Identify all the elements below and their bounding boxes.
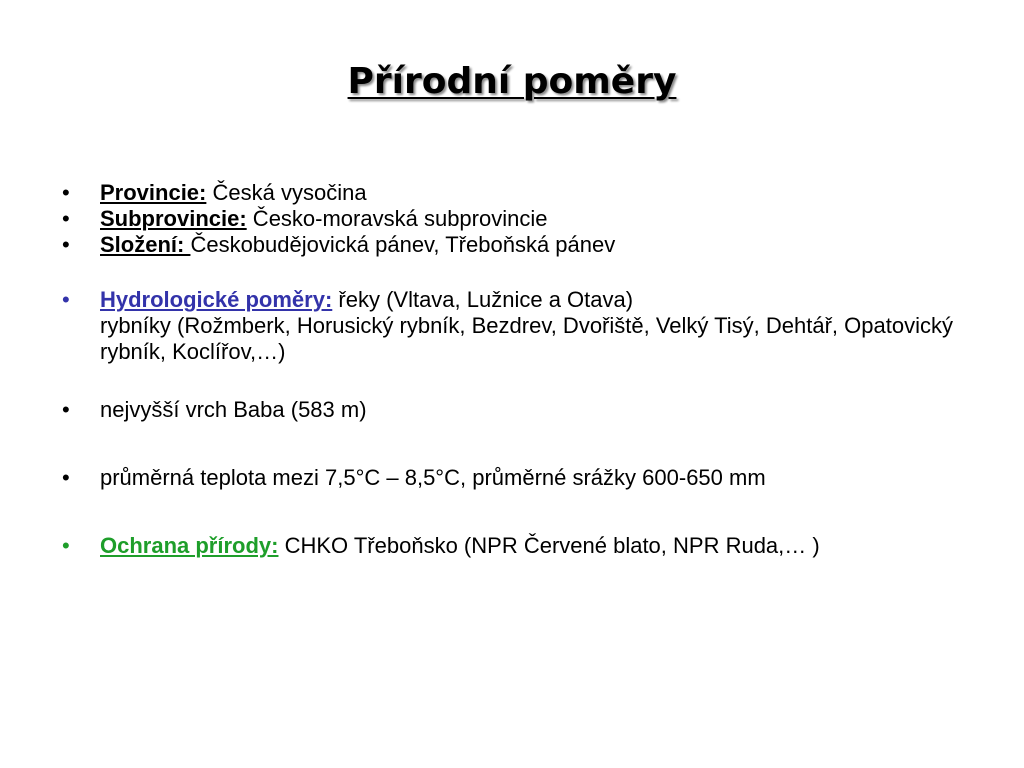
bullet-item-teplota bbox=[62, 465, 982, 491]
bullet-icon: • bbox=[62, 206, 70, 231]
bullet-item-ochrana bbox=[62, 533, 982, 559]
bullet-icon: • bbox=[62, 180, 70, 205]
ochrana-label: Ochrana přírody: bbox=[100, 533, 279, 558]
bullet-icon: • bbox=[62, 287, 70, 312]
vrch-text: nejvyšší vrch Baba (583 m) bbox=[100, 397, 367, 422]
bullet-item-provincie bbox=[62, 180, 982, 206]
teplota-text: průměrná teplota mezi 7,5°C – 8,5°C, průměrné srážky 600-650 mm bbox=[100, 465, 766, 490]
ochrana-text: CHKO Třeboňsko (NPR Červené blato, NPR Ruda,… ) bbox=[278, 533, 820, 558]
provincie-label: Provincie: bbox=[100, 180, 207, 205]
subprovincie-label: Subprovincie: bbox=[100, 206, 247, 231]
bullet-item-subprovincie bbox=[62, 206, 982, 232]
bullet-item-hydrologicke bbox=[62, 287, 982, 365]
bullet-list bbox=[62, 180, 982, 559]
bullet-icon: • bbox=[62, 465, 70, 490]
provincie-text: Česká vysočina bbox=[206, 180, 367, 205]
bullet-icon: • bbox=[62, 232, 70, 257]
subprovincie-text: Česko-moravská subprovincie bbox=[246, 206, 548, 231]
bullet-icon: • bbox=[62, 533, 70, 558]
hydrologicke-text: řeky (Vltava, Lužnice a Otava) bbox=[332, 287, 634, 312]
hydrologicke-continuation: rybníky (Rožmberk, Horusický rybník, Bezdrev, Dvořiště, Velký Tisý, Dehtář, Opatovický rybník, Koclířov,…) bbox=[100, 313, 953, 364]
slide-title: Přírodní poměry bbox=[347, 61, 677, 102]
bullet-icon: • bbox=[62, 397, 70, 422]
hydrologicke-label: Hydrologické poměry: bbox=[100, 287, 333, 312]
slozeni-label: Složení: bbox=[100, 232, 191, 257]
bullet-item-slozeni bbox=[62, 232, 982, 258]
bullet-item-vrch bbox=[62, 397, 982, 423]
slozeni-text: Českobudějovická pánev, Třeboňská pánev bbox=[190, 232, 616, 257]
